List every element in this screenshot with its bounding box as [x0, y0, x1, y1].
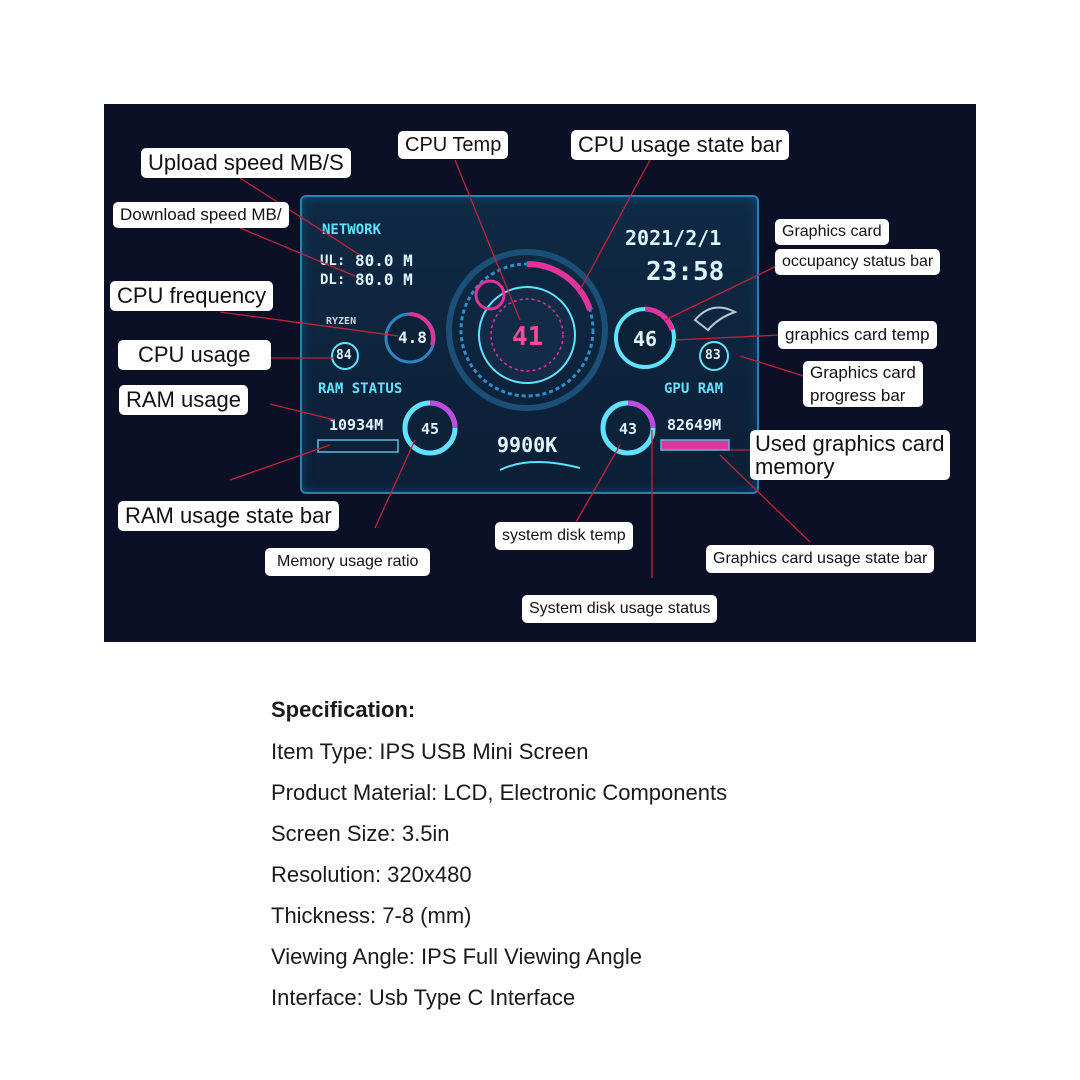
- spec-line: Interface: Usb Type C Interface: [271, 985, 576, 1010]
- spec-line: Viewing Angle: IPS Full Viewing Angle: [271, 944, 642, 969]
- callout-ram-state-bar: RAM usage state bar: [118, 501, 339, 531]
- callout-gpu-temp: graphics card temp: [778, 321, 937, 349]
- callout-gpu-occupancy: occupancy status bar: [775, 249, 940, 275]
- spec-title: Specification:: [271, 697, 416, 722]
- time-display: 23:58: [646, 257, 725, 287]
- gpu-ram-label: GPU RAM: [664, 381, 724, 397]
- download-value: 80.0 M: [355, 270, 413, 289]
- spec-line: Screen Size: 3.5in: [271, 821, 450, 846]
- gpu-temp-value: 46: [633, 327, 658, 351]
- ram-status-label: RAM STATUS: [318, 381, 403, 397]
- ram-ratio-value: 45: [421, 420, 440, 438]
- callout-cpu-usage-state-bar: CPU usage state bar: [571, 130, 789, 160]
- spec-line: Product Material: LCD, Electronic Components: [271, 780, 728, 805]
- callout-cpu-usage: CPU usage: [118, 340, 271, 370]
- callout-gpu-usage-state-bar: Graphics card usage state bar: [706, 545, 934, 573]
- date-display: 2021/2/1: [625, 226, 722, 250]
- callout-graphics-card: Graphics card: [775, 219, 889, 245]
- callout-upload-speed: Upload speed MB/S: [141, 148, 351, 178]
- cpu-temp-value: 41: [512, 322, 544, 352]
- upload-label: UL:: [320, 253, 346, 269]
- callout-cpu-temp: CPU Temp: [398, 131, 508, 159]
- gpu-memory-value: 82649M: [667, 416, 722, 434]
- callout-gpu-progress: Graphics card progress bar: [803, 361, 923, 407]
- callout-cpu-frequency: CPU frequency: [110, 281, 273, 311]
- callout-disk-usage: System disk usage status: [522, 595, 717, 623]
- callout-memory-ratio: Memory usage ratio: [265, 548, 430, 576]
- spec-line: Resolution: 320x480: [271, 862, 472, 887]
- callout-disk-temp: system disk temp: [495, 522, 633, 550]
- download-label: DL:: [320, 272, 346, 288]
- cpu-usage-value: 84: [336, 348, 352, 363]
- callout-download-speed: Download speed MB/: [113, 202, 289, 228]
- disk-temp-value: 43: [619, 420, 638, 438]
- ram-used-value: 10934M: [329, 416, 384, 434]
- spec-line: Thickness: 7-8 (mm): [271, 903, 472, 928]
- callout-ram-usage: RAM usage: [119, 385, 248, 415]
- callout-used-gpu-memory: Used graphics card memory: [750, 430, 950, 480]
- upload-value: 80.0 M: [355, 251, 413, 270]
- ryzen-logo: RYZEN: [326, 316, 357, 327]
- cpu-model: 9900K: [497, 433, 558, 457]
- spec-line: Item Type: IPS USB Mini Screen: [271, 739, 589, 764]
- cpu-frequency-value: 4.8: [398, 328, 427, 347]
- network-label: NETWORK: [322, 222, 382, 238]
- gpu-progress-value: 83: [705, 348, 721, 363]
